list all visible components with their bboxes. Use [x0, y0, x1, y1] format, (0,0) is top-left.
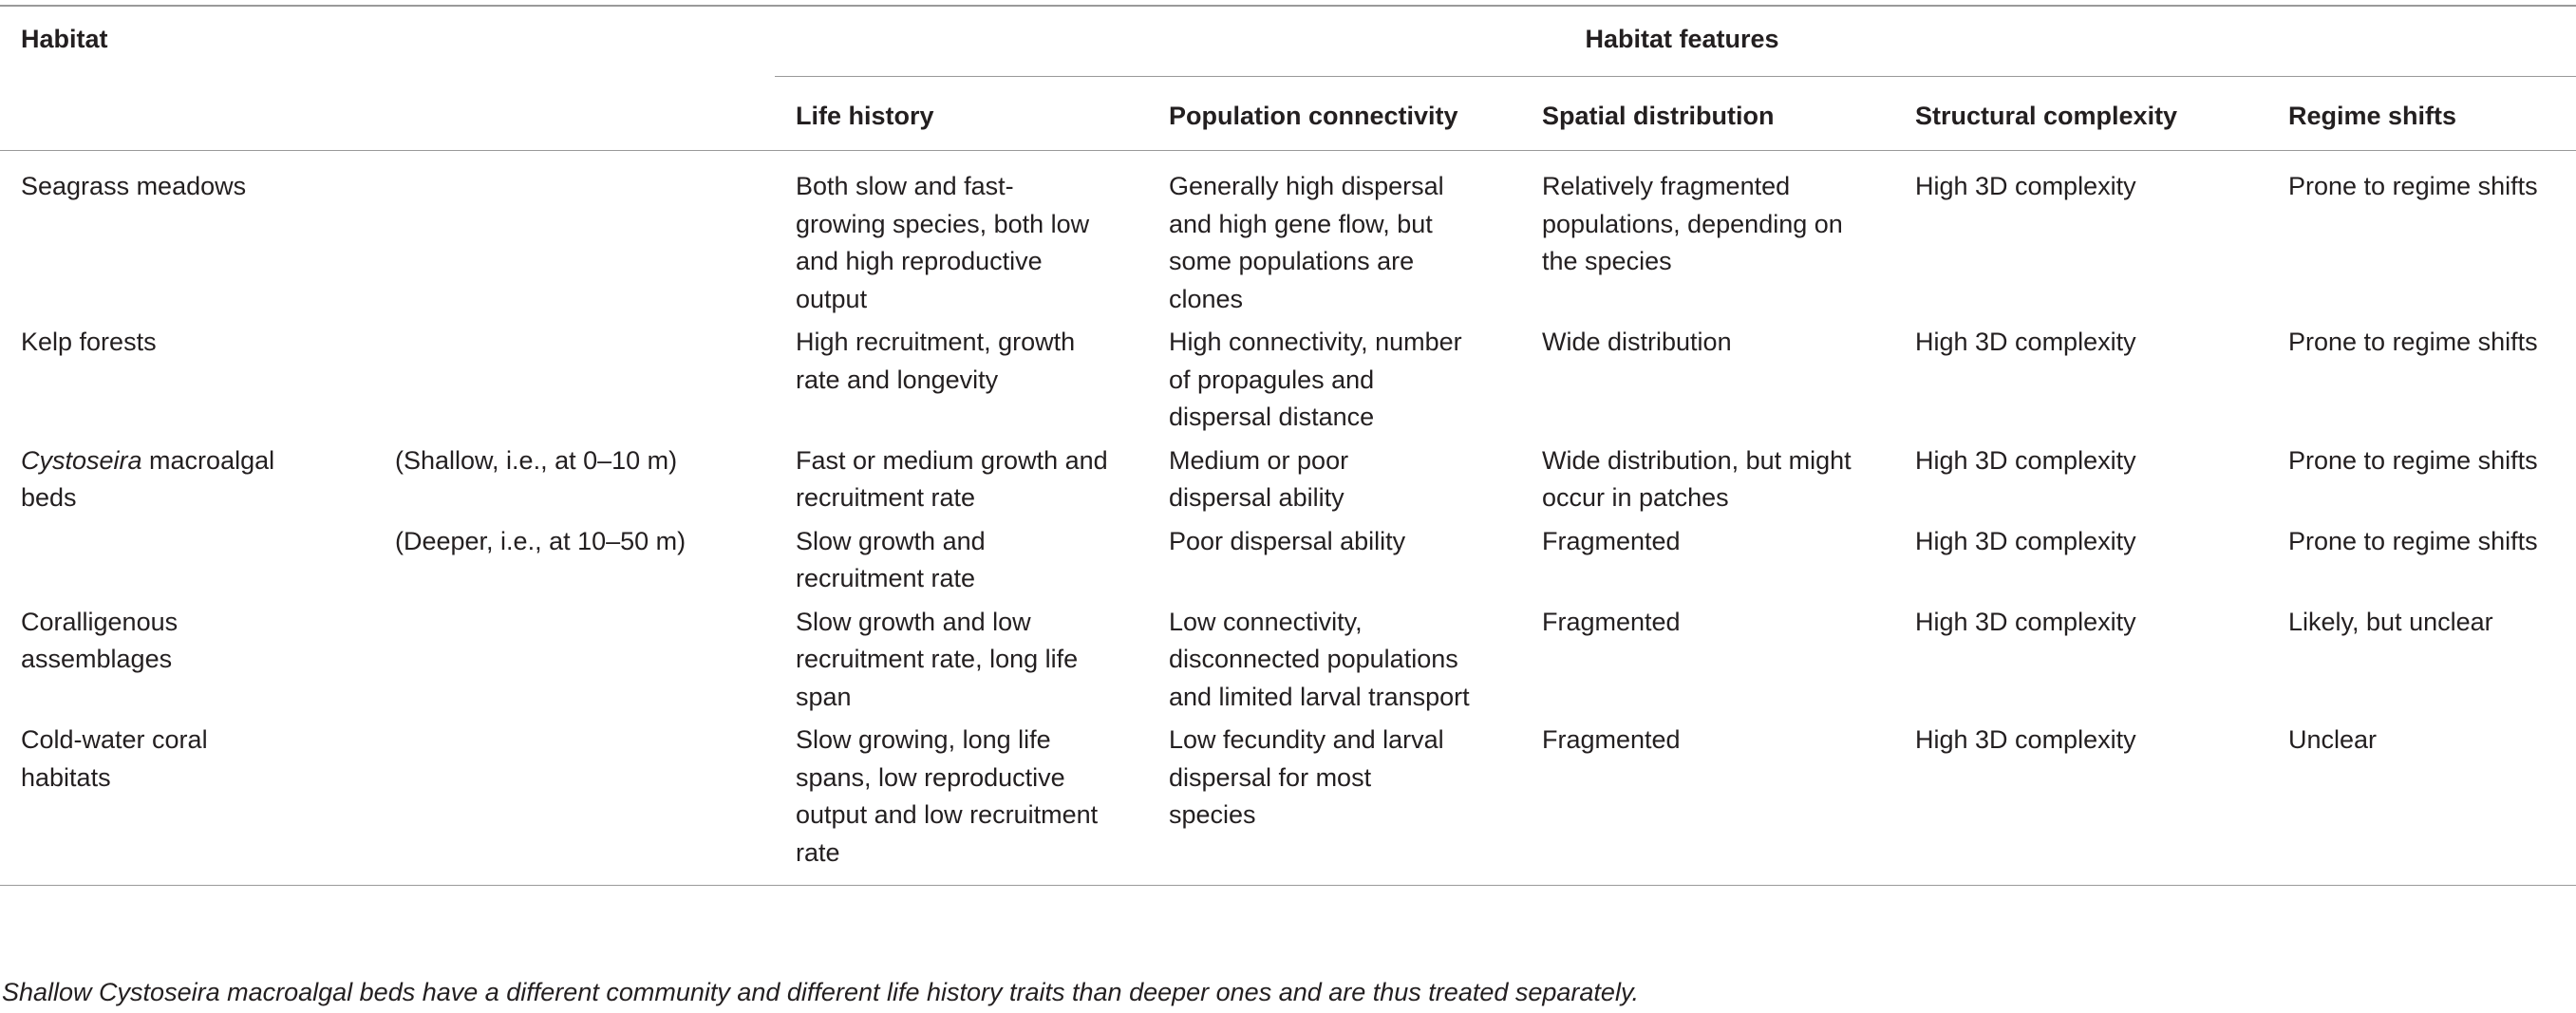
cell-habitat: Cold-water coral habitats — [0, 722, 374, 886]
cell-habitat-genus: Cystoseira — [21, 445, 142, 475]
header-spacer-habitat — [0, 76, 374, 151]
cell-regime-shifts: Likely, but unclear — [2288, 607, 2493, 636]
cell-depth — [374, 722, 775, 886]
cell-structural-complexity: High 3D complexity — [1915, 607, 2136, 636]
header-population-connectivity: Population connectivity — [1148, 76, 1521, 151]
cell-structural-complexity: High 3D complexity — [1915, 328, 2136, 356]
cell-life-history: High recruitment, growth rate and longevity — [796, 328, 1076, 394]
cell-population-connectivity: High connectivity, number of propagules and dispersal distance — [1169, 328, 1462, 431]
cell-habitat — [0, 523, 374, 604]
cell-spatial-distribution: Relatively fragmented populations, depending on the species — [1542, 172, 1843, 275]
cell-population-connectivity: Low connectivity, disconnected populations and limited larval transport — [1169, 607, 1470, 711]
cell-depth — [374, 604, 775, 722]
header-spacer — [374, 0, 775, 76]
cell-structural-complexity: High 3D complexity — [1915, 172, 2136, 200]
cell-regime-shifts: Prone to regime shifts — [2288, 445, 2538, 475]
cell-regime-shifts: Prone to regime shifts — [2288, 172, 2538, 200]
table-row — [0, 523, 2576, 604]
cell-habitat-rest: macroalgal beds — [21, 445, 275, 512]
table-row — [0, 722, 2576, 886]
cell-life-history: Slow growth and recruitment rate — [796, 526, 986, 592]
table-row — [0, 442, 2576, 523]
header-regime-shifts: Regime shifts — [2267, 76, 2576, 151]
cell-regime-shifts: Prone to regime shifts — [2288, 328, 2538, 356]
header-spatial-distribution: Spatial distribution — [1521, 76, 1894, 151]
table-row — [0, 604, 2576, 722]
cell-spatial-distribution: Wide distribution — [1542, 328, 1732, 356]
cell-life-history: Slow growing, long life spans, low reproductive output and low recruitment rate — [775, 722, 1148, 886]
cell-life-history: Both slow and fast-growing species, both low and high reproductive output — [796, 172, 1090, 313]
header-row-2 — [0, 76, 2576, 151]
header-habitat-features: Habitat features — [775, 0, 2576, 76]
cell-structural-complexity: High 3D complexity — [1915, 445, 2136, 475]
header-row-1 — [0, 0, 2576, 76]
cell-structural-complexity: High 3D complexity — [1915, 526, 2136, 555]
cell-spatial-distribution: Fragmented — [1542, 526, 1681, 555]
header-structural-complexity: Structural complexity — [1894, 76, 2267, 151]
table-row — [0, 151, 2576, 325]
header-life-history: Life history — [775, 76, 1148, 151]
cell-habitat — [0, 442, 374, 523]
cell-depth — [374, 151, 775, 325]
cell-habitat: Coralligenous assemblages — [21, 607, 179, 673]
cell-depth: (Shallow, i.e., at 0–10 m) — [395, 445, 678, 475]
cell-population-connectivity: Medium or poor dispersal ability — [1169, 445, 1349, 512]
cell-spatial-distribution: Fragmented — [1521, 722, 1894, 886]
cell-depth — [374, 324, 775, 442]
header-spacer-depth — [374, 76, 775, 151]
cell-structural-complexity: High 3D complexity — [1894, 722, 2267, 886]
cell-depth: (Deeper, i.e., at 10–50 m) — [395, 526, 686, 555]
cell-life-history: Slow growth and low recruitment rate, long life span — [796, 607, 1079, 711]
cell-habitat: Seagrass meadows — [21, 172, 247, 200]
cell-population-connectivity: Generally high dispersal and high gene flow, but some populations are clones — [1169, 172, 1444, 313]
cell-regime-shifts: Unclear — [2267, 722, 2576, 886]
cell-regime-shifts: Prone to regime shifts — [2288, 526, 2538, 555]
cell-life-history: Fast or medium growth and recruitment rate — [796, 445, 1108, 512]
header-habitat: Habitat — [21, 25, 108, 53]
cell-spatial-distribution: Fragmented — [1542, 607, 1681, 636]
cell-habitat: Kelp forests — [21, 328, 157, 356]
table-footnote: Shallow Cystoseira macroalgal beds have a different community and different life history traits than deeper ones and are thus treated separately. — [2, 978, 1639, 1006]
cell-population-connectivity: Low fecundity and larval dispersal for most species — [1148, 722, 1521, 886]
cell-population-connectivity: Poor dispersal ability — [1169, 526, 1406, 555]
cell-spatial-distribution: Wide distribution, but might occur in patches — [1542, 445, 1852, 512]
table-row — [0, 324, 2576, 442]
